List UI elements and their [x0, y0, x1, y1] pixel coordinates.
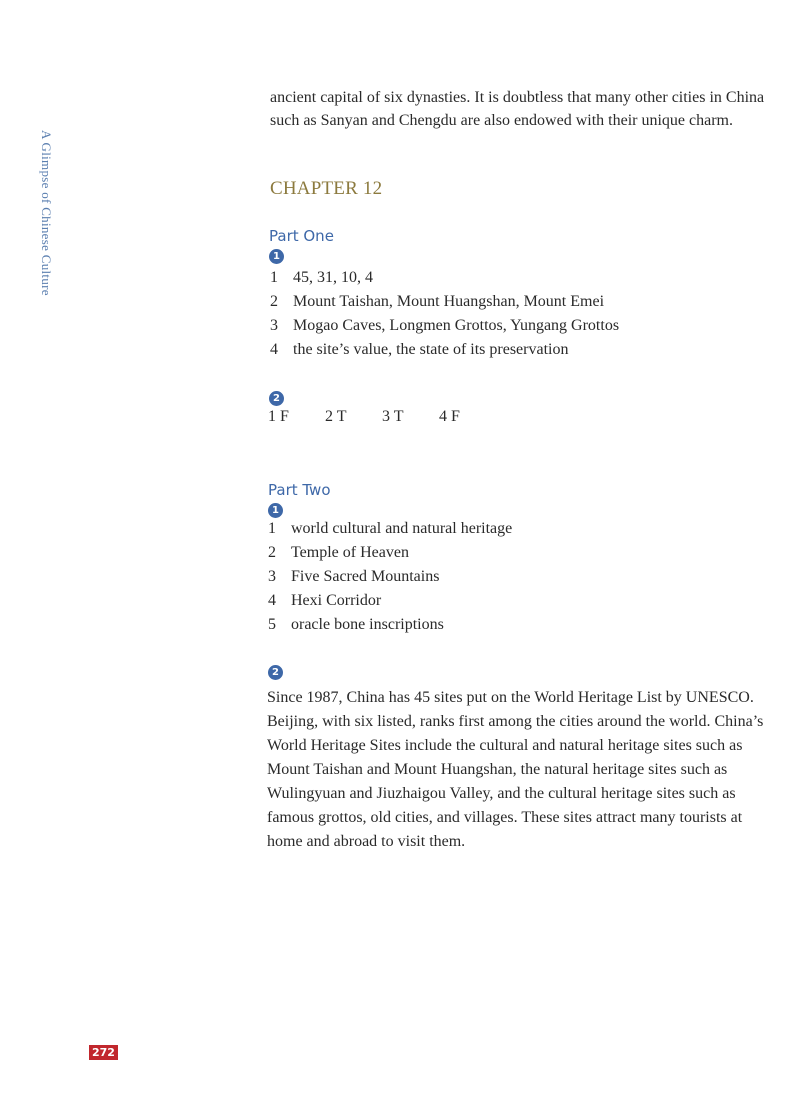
exercise-1-icon: 1 [269, 249, 284, 264]
exercise-1-icon: 1 [268, 503, 283, 518]
tf-answer: 1 F [268, 408, 289, 425]
tf-answer: 3 T [382, 408, 404, 425]
summary-paragraph: Since 1987, China has 45 sites put on the World Heritage List by UNESCO. Beijing, with six listed, ranks first among the cities around the world. China’s World Heritage Sites include the cultural and natural heritage sites such as Mount Taishan and Mount Huangshan, the natural heritage sites such as Wulingyuan and Jiuzhaigou Valley, and the cultural heritage sites such as famous grottos, old cities, and villages. These sites attract many tourists at home and abroad to visit them. [267, 689, 764, 850]
part-two-heading: Part Two [268, 481, 331, 499]
exercise-2-icon: 2 [269, 391, 284, 406]
tf-answer: 4 F [439, 408, 460, 425]
list-item: 5 oracle bone inscriptions [268, 616, 444, 633]
list-item: 1 world cultural and natural heritage [268, 520, 513, 537]
tf-answer: 2 T [325, 408, 347, 425]
running-header-book-title: A Glimpse of Chinese Culture [39, 130, 54, 296]
list-item: 1 45, 31, 10, 4 [270, 269, 373, 286]
page-number-badge: 272 [89, 1045, 118, 1060]
exercise-2-icon: 2 [268, 665, 283, 680]
part-two-answer-list-1 [268, 517, 512, 637]
chapter-heading: CHAPTER 12 [270, 178, 383, 199]
list-item: 4 Hexi Corridor [268, 592, 382, 609]
true-false-answers [268, 408, 496, 426]
list-item: 4 the site’s value, the state of its preservation [270, 341, 569, 358]
list-item: 2 Mount Taishan, Mount Huangshan, Mount Emei [270, 293, 605, 310]
part-one-heading: Part One [269, 227, 334, 245]
list-item: 2 Temple of Heaven [268, 544, 409, 561]
intro-paragraph: ancient capital of six dynasties. It is doubtless that many other cities in China such as Sanyan and Chengdu are also endowed with their unique charm. [270, 89, 765, 129]
list-item: 3 Five Sacred Mountains [268, 568, 440, 585]
part-one-answer-list-1 [270, 266, 619, 362]
list-item: 3 Mogao Caves, Longmen Grottos, Yungang Grottos [270, 317, 620, 334]
